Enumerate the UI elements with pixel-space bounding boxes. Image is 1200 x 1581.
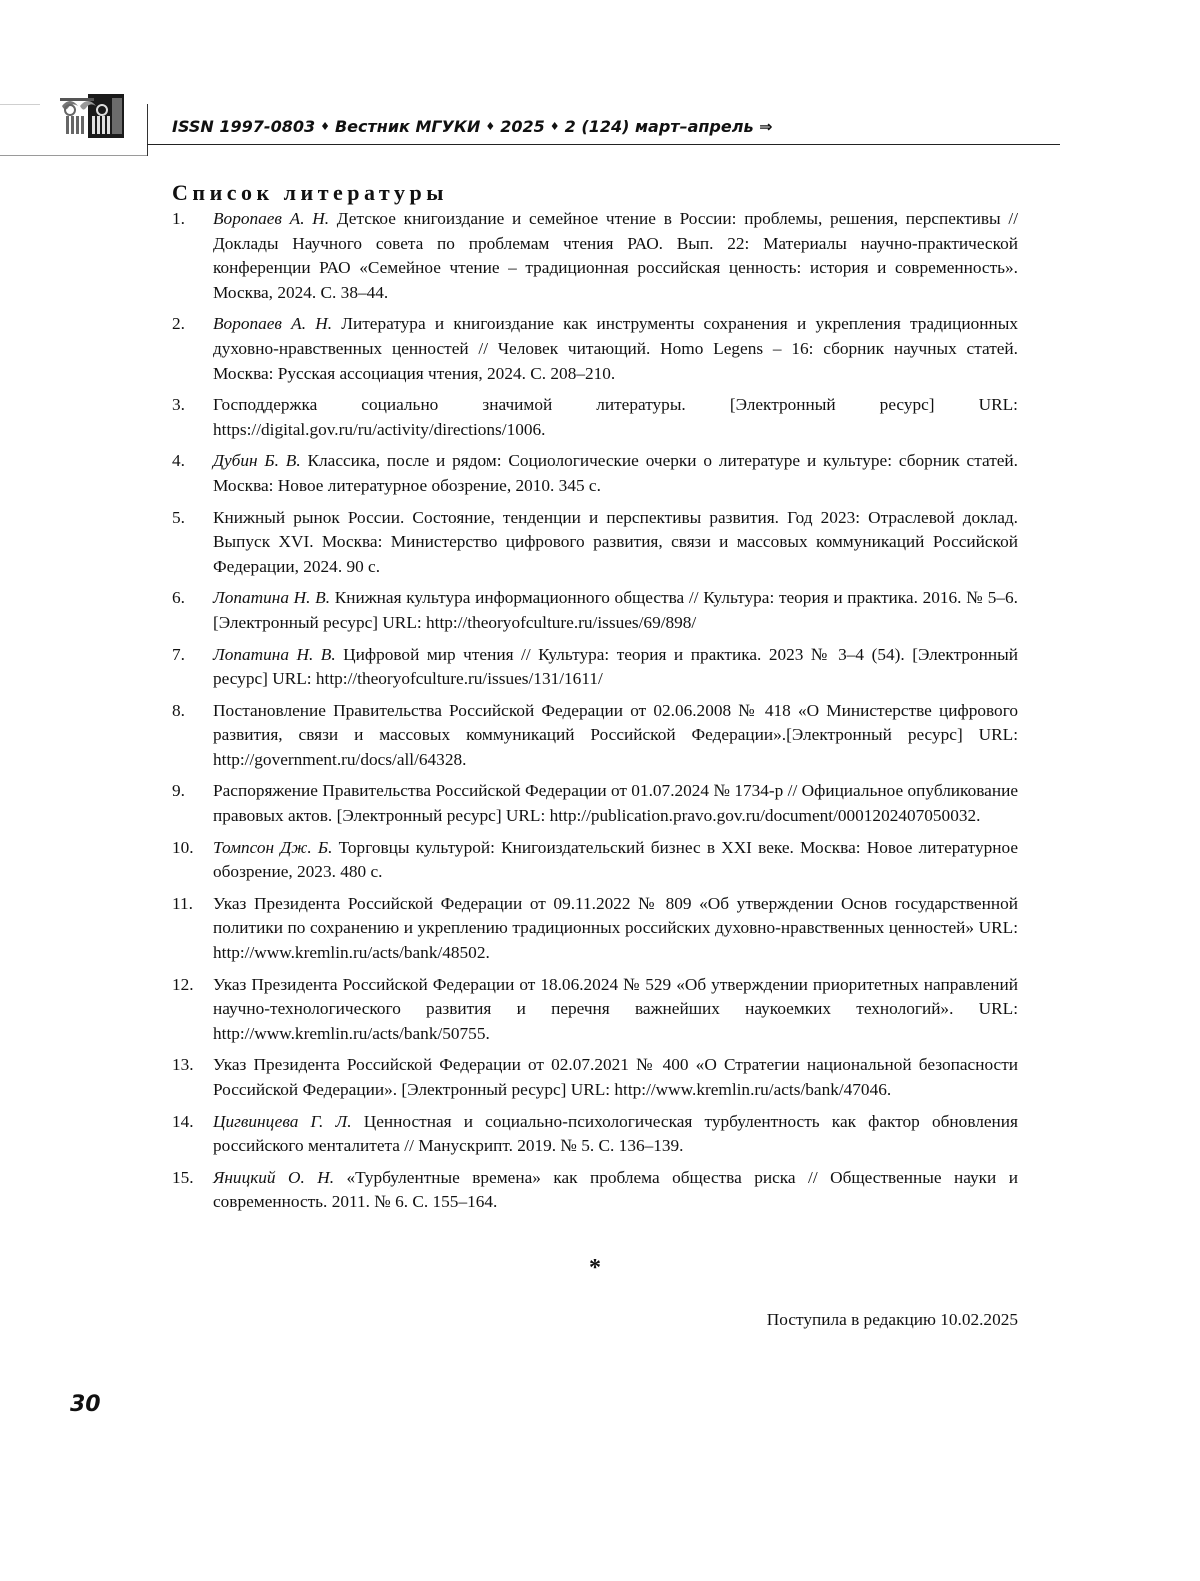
section-title: Список литературы: [172, 180, 448, 205]
reference-body: Указ Президента Российской Федерации от 09.11.2022 № 809 «Об утверждении Основ государственной политики по сохранению и укреплению традиционных российских духовно-нравственных ценностей» URL: http://www.kremlin.ru/acts/bank/48502.: [213, 893, 1018, 963]
reference-item: [172, 312, 1018, 386]
reference-author: Яницкий О. Н.: [213, 1167, 335, 1187]
reference-item: [172, 699, 1018, 773]
reference-list: [172, 207, 1018, 1222]
header-rule: [147, 144, 1060, 145]
reference-author: Лопатина Н. В.: [213, 644, 336, 664]
reference-item: [172, 973, 1018, 1047]
reference-text: [213, 312, 1018, 386]
reference-body: Книжная культура информационного общества // Культура: теория и практика. 2016. № 5–6. [Электронный ресурс] URL: http://theoryofculture.ru/issues/69/898/: [213, 588, 1018, 632]
reference-number: 12.: [172, 974, 194, 994]
reference-body: Цифровой мир чтения // Культура: теория и практика. 2023 № 3–4 (54). [Электронный ресурс] URL: http://theoryofculture.ru/issues/131/1611/: [213, 644, 1018, 689]
reference-number: 13.: [172, 1055, 194, 1075]
reference-body: Указ Президента Российской Федерации от 18.06.2024 № 529 «Об утверждении приоритетных направлений научно-технологического развития и перечня важнейших наукоемких технологий». URL: http://www.kremlin.ru/acts/bank/50755.: [213, 974, 1018, 1043]
reference-body: Книжный рынок России. Состояние, тенденции и перспективы развития. Год 2023: Отраслевой доклад. Выпуск XVI. Москва: Министерство цифрового развития, связи и массовых коммуникаций Российской Федерации, 2024. 90 с.: [213, 507, 1018, 576]
reference-number: 11.: [172, 893, 193, 913]
reference-item: [172, 586, 1018, 635]
header-separator-icon: ♦: [485, 120, 496, 133]
reference-number: 3.: [172, 395, 185, 415]
header-issn: ISSN 1997-0803: [172, 117, 316, 136]
reference-author: Цигвинцева Г. Л.: [213, 1111, 352, 1131]
reference-text: [213, 506, 1018, 580]
reference-text: [213, 836, 1018, 885]
reference-item: [172, 836, 1018, 885]
reference-body: Детское книгоиздание и семейное чтение в России: проблемы, решения, перспективы // Доклады Научного совета по проблемам чтения РАО. Вып. 22: Материалы научно-практической конференции РАО «Семейное чтение – традиционная российская ценность: история и современность». Москва, 2024. С. 38–44.: [213, 209, 1018, 302]
section-asterisk: *: [589, 1255, 601, 1281]
header-journal: Вестник МГУКИ: [334, 117, 481, 136]
reference-item: [172, 892, 1018, 966]
running-header: [172, 117, 773, 136]
reference-number: 7.: [172, 644, 185, 664]
reference-author: Воропаев А. Н.: [213, 314, 333, 334]
reference-number: 9.: [172, 781, 185, 801]
reference-number: 1.: [172, 209, 185, 228]
reference-number: 5.: [172, 507, 185, 527]
reference-text: [213, 586, 1018, 635]
reference-text: [213, 699, 1018, 773]
reference-item: [172, 506, 1018, 580]
reference-author: Лопатина Н. В.: [213, 588, 331, 608]
received-date: Поступила в редакцию 10.02.2025: [766, 1310, 1018, 1329]
reference-text: [213, 1053, 1018, 1102]
reference-author: Воропаев А. Н.: [213, 209, 330, 228]
reference-item: [172, 393, 1018, 442]
reference-item: [172, 449, 1018, 498]
reference-author: Томпсон Дж. Б.: [213, 837, 333, 857]
header-left-tick: [0, 104, 40, 105]
reference-text: [213, 393, 1018, 442]
reference-number: 10.: [172, 837, 194, 857]
reference-text: [213, 643, 1018, 692]
reference-text: [213, 892, 1018, 966]
header-arrow-icon: ⇒: [759, 117, 773, 136]
reference-body: Торговцы культурой: Книгоиздательский бизнес в XXI веке. Москва: Новое литературное обозрение, 2023. 480 с.: [213, 837, 1018, 882]
header-separator-icon: ♦: [320, 120, 330, 133]
reference-text: [213, 1166, 1018, 1215]
reference-author: Дубин Б. В.: [213, 451, 301, 471]
reference-body: «Турбулентные времена» как проблема общества риска // Общественные науки и современность. 2011. № 6. С. 155–164.: [213, 1167, 1018, 1212]
reference-number: 2.: [172, 314, 185, 334]
reference-body: Классика, после и рядом: Социологические очерки о литературе и культуре: сборник статей. Москва: Новое литературное обозрение, 2010. 345 с.: [213, 451, 1018, 495]
reference-item: [172, 1166, 1018, 1215]
reference-body: Указ Президента Российской Федерации от 02.07.2021 № 400 «О Стратегии национальной безопасности Российской Федерации». [Электронный ресурс] URL: http://www.kremlin.ru/acts/bank/47046.: [213, 1055, 1018, 1099]
reference-text: [213, 449, 1018, 498]
reference-text: [213, 779, 1018, 828]
header-year: 2025: [500, 117, 545, 136]
reference-number: 8.: [172, 700, 185, 720]
reference-body: Господдержка социально значимой литературы. [Электронный ресурс] URL: https://digital.gov.ru/ru/activity/directions/1006.: [213, 395, 1018, 439]
reference-text: [213, 207, 1018, 305]
reference-item: [172, 1053, 1018, 1102]
reference-number: 6.: [172, 588, 185, 608]
reference-item: [172, 643, 1018, 692]
header-rule-top: [0, 155, 148, 156]
reference-body: Литература и книгоиздание как инструменты сохранения и укрепления традиционных духовно-нравственных ценностей // Человек читающий. Homo Legens – 16: сборник научных статей. Москва: Русская ассоциация чтения, 2024. С. 208–210.: [213, 314, 1018, 383]
header-separator-icon: ♦: [549, 120, 560, 133]
header-rule-vertical: [147, 104, 148, 156]
reference-item: [172, 207, 1018, 305]
reference-number: 4.: [172, 451, 185, 471]
reference-text: [213, 1110, 1018, 1159]
reference-body: Ценностная и социально-психологическая турбулентность как фактор обновления российского менталитета // Манускрипт. 2019. № 5. С. 136–139.: [213, 1111, 1018, 1156]
journal-logo-icon: [58, 92, 126, 140]
reference-number: 14.: [172, 1111, 194, 1131]
reference-number: 15.: [172, 1167, 194, 1187]
reference-item: [172, 1110, 1018, 1159]
reference-item: [172, 779, 1018, 828]
reference-text: [213, 973, 1018, 1047]
header-issue: 2 (124) март–апрель: [564, 117, 754, 136]
reference-body: Распоряжение Правительства Российской Федерации от 01.07.2024 № 1734-р // Официальное опубликование правовых актов. [Электронный ресурс] URL: http://publication.pravo.gov.ru/document/0001202407050032.: [213, 781, 1018, 826]
reference-body: Постановление Правительства Российской Федерации от 02.06.2008 № 418 «О Министерстве цифрового развития, связи и массовых коммуникаций Российской Федерации».[Электронный ресурс] URL: http://government.ru/docs/all/64328.: [213, 700, 1018, 769]
page-number: 30: [70, 1392, 101, 1417]
